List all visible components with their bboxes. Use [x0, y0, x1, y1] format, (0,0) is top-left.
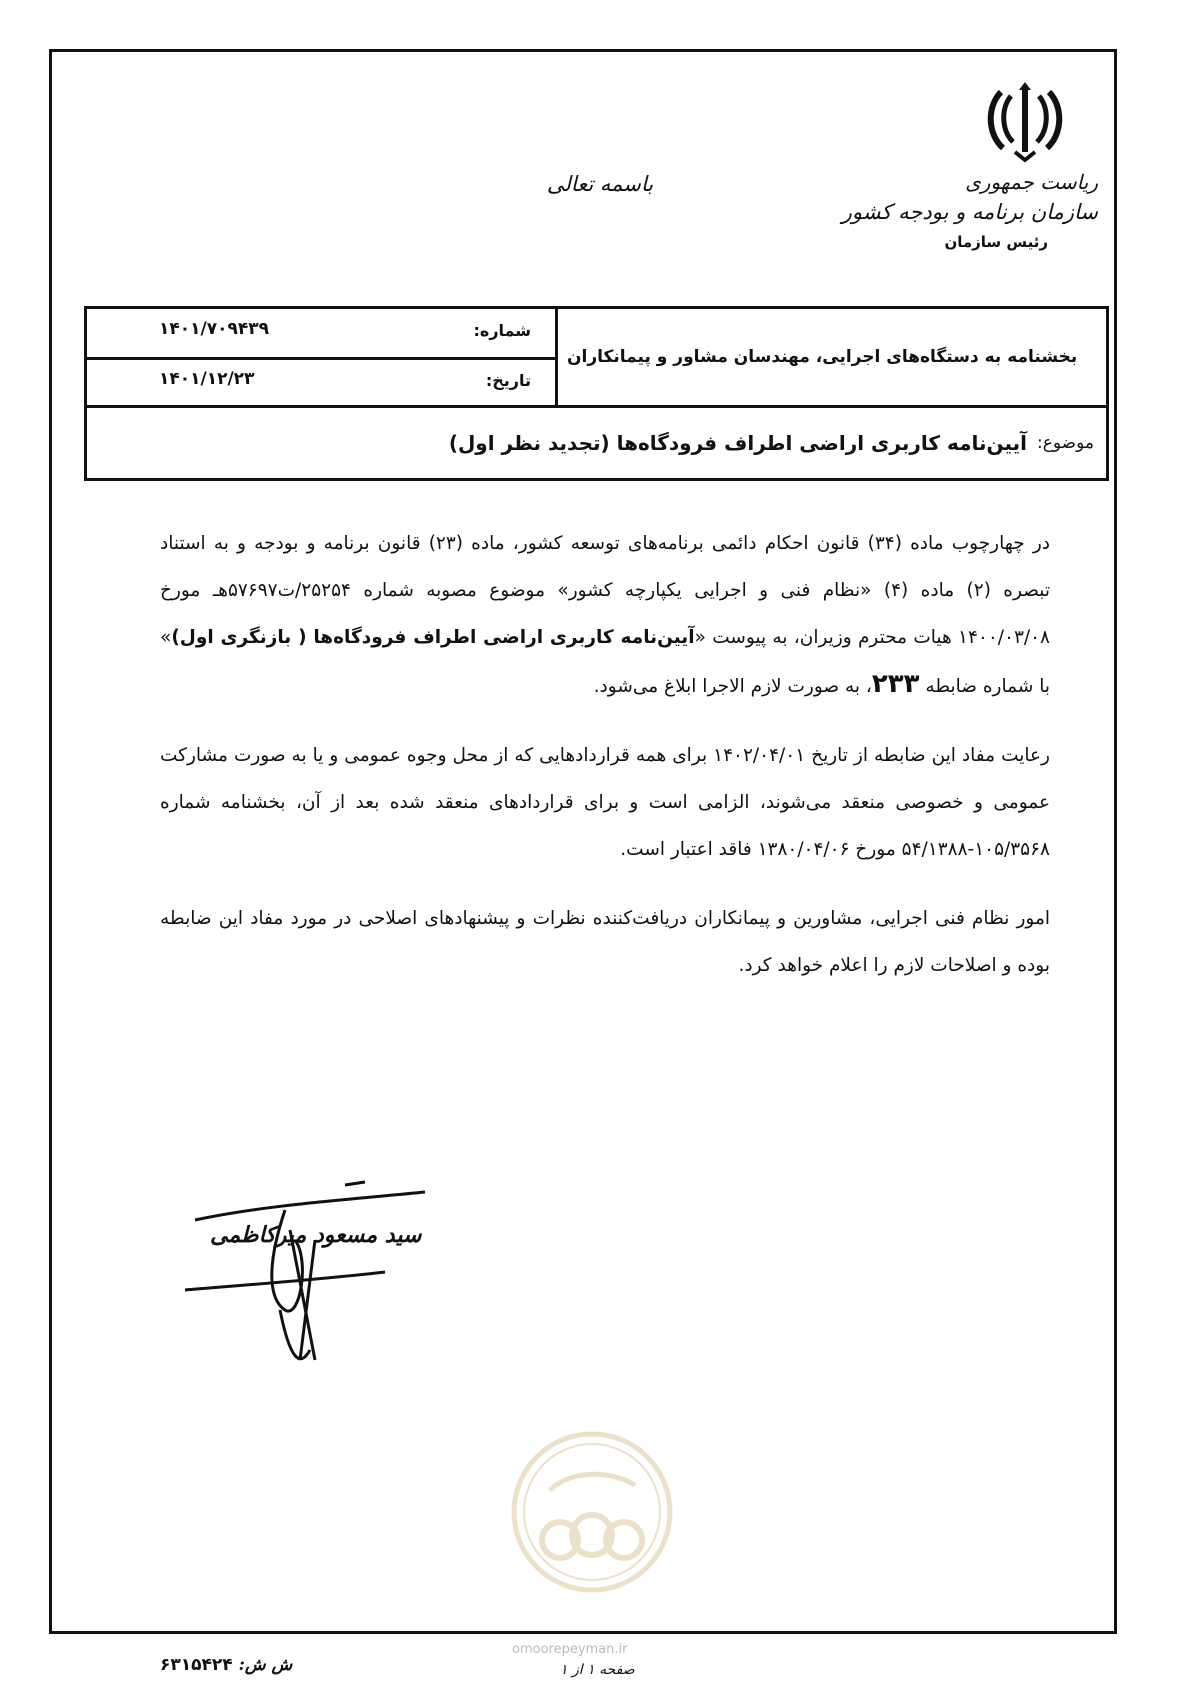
paragraph-1-text-a: در چهارچوب ماده (۳۴) قانون احکام دائمی برنامه‌های توسعه کشور، ماده (۲۳) قانون برنامه و بودجه و به استناد تبصره (۲) ماده (۴) «نظام فنی و اجرایی یکپارچه کشور» موضوع مصوبه شماره ۲۵۲۵۴/ت۵۷۶۹۷هـ مورخ ۱۴۰۰/۰۳/۰۸ هیات محترم وزیران، به پیوست « — [160, 533, 1051, 648]
subject-row — [87, 408, 1106, 478]
watermark-logo-icon — [510, 1430, 675, 1595]
reference-label: ش ش: — [238, 1655, 293, 1675]
divider — [555, 309, 558, 408]
date-value: ۱۴۰۱/۱۲/۲۳ — [159, 369, 255, 389]
website-watermark: omoorepeyman.ir — [512, 1642, 628, 1657]
regulation-title: آیین‌نامه کاربری اراضی اطراف فرودگاه‌ها ( بازنگری اول) — [171, 627, 695, 648]
number-label: شماره: — [473, 321, 531, 340]
page-number: صفحه ۱ از ۱ — [560, 1662, 635, 1678]
header-table — [84, 306, 1109, 481]
recipients: بخشنامه به دستگاه‌های اجرایی، مهندسان مشاور و پیمانکاران — [567, 347, 1078, 367]
paragraph-1 — [160, 520, 1050, 710]
subject-title: آیین‌نامه کاربری اراضی اطراف فرودگاه‌ها (تجدید نظر اول) — [448, 431, 1028, 455]
signature-icon — [185, 1180, 475, 1370]
number-value: ۱۴۰۱/۷۰۹۴۳۹ — [159, 319, 269, 339]
paragraph-2: رعایت مفاد این ضابطه از تاریخ ۱۴۰۲/۰۴/۰۱ برای همه قراردادهایی که از محل وجوه عمومی و یا به صورت مشارکت عمومی و خصوصی منعقد می‌شوند، الزامی است و برای قراردادهای منعقد شده بعد از آن، بخشنامه شماره ۱۰۵/۳۵۶۸-۵۴/۱۳۸۸ مورخ ۱۳۸۰/۰۴/۰۶ فاقد اعتبار است. — [160, 745, 1050, 860]
letterhead-line2: سازمان برنامه و بودجه کشور — [841, 200, 1098, 224]
reference-value: ۶۳۱۵۴۲۴ — [160, 1655, 233, 1675]
reference-code — [160, 1655, 292, 1675]
letter-body — [160, 520, 1050, 989]
regulation-number: ۲۳۳ — [871, 669, 920, 699]
letterhead-line3: رئیس سازمان — [944, 233, 1048, 251]
paragraph-3: امور نظام فنی اجرایی، مشاورین و پیمانکاران دریافت‌کننده نظرات و پیشنهادهای اصلاحی در مورد مفاد این ضابطه بوده و اصلاحات لازم را اعلام خواهد کرد. — [160, 908, 1050, 976]
emblem-icon — [985, 82, 1065, 164]
subject-label: موضوع: — [1037, 433, 1094, 453]
paragraph-1-text-b: » با شماره ضابطه — [160, 627, 1050, 697]
signatory-name: سید مسعود میرکاظمی — [210, 1222, 422, 1248]
letterhead — [838, 168, 1098, 256]
invocation: باسمه تعالی — [546, 172, 654, 196]
paragraph-1-text-c: ، به صورت لازم الاجرا ابلاغ می‌شود. — [593, 676, 872, 697]
date-label: تاریخ: — [485, 371, 531, 390]
letterhead-line1: ریاست جمهوری — [965, 170, 1098, 194]
divider — [87, 357, 555, 360]
